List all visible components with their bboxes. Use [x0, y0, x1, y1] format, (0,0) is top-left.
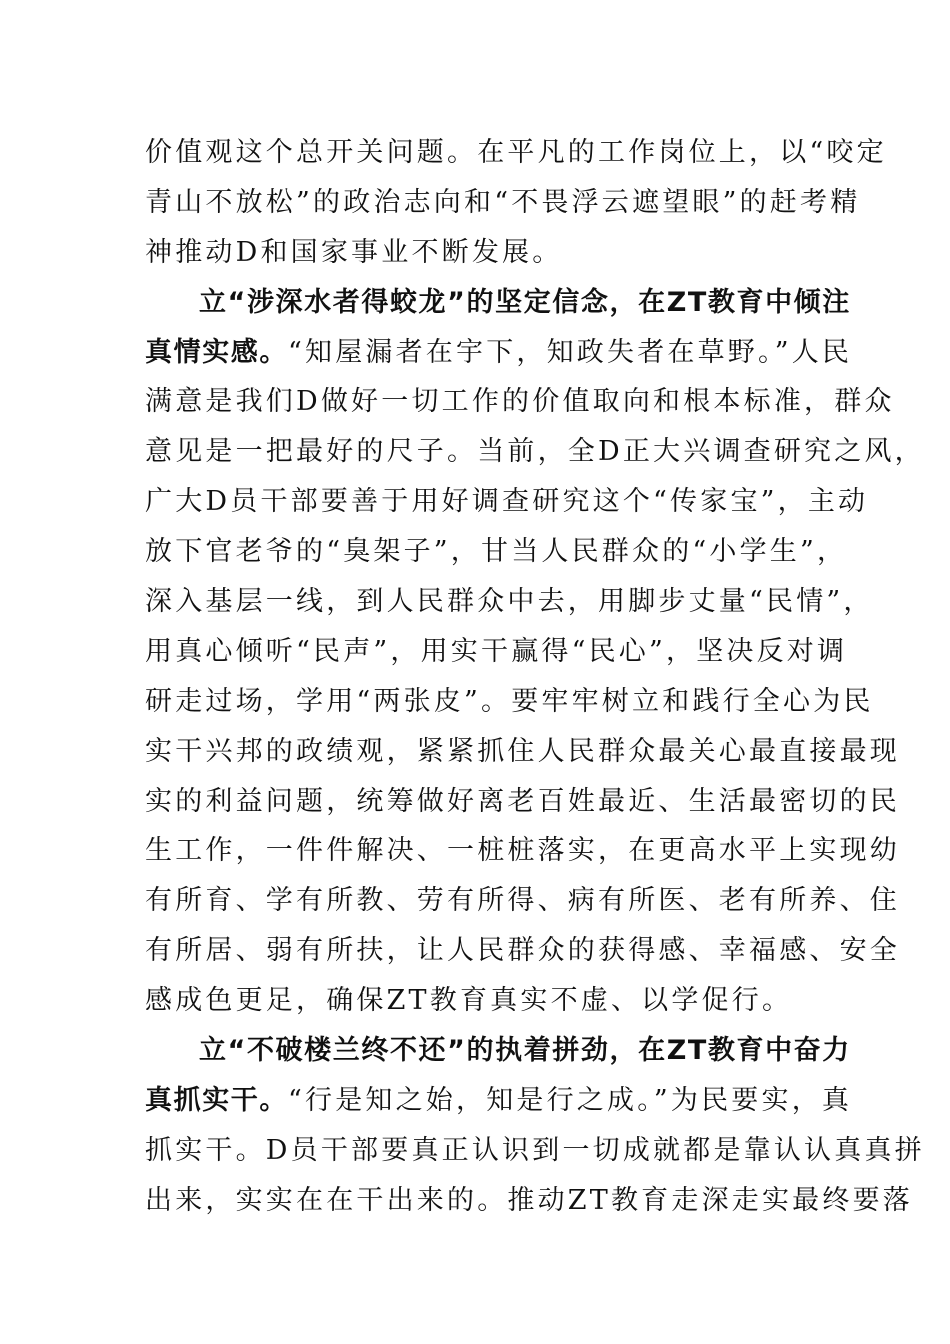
text-line — [145, 727, 900, 777]
body-text: 神推动D和国家事业不断发展。 — [145, 236, 563, 268]
text-line — [145, 677, 874, 727]
heading-text: 真情实感。 — [145, 336, 288, 368]
text-line — [145, 1076, 853, 1126]
document-body — [145, 128, 925, 1226]
body-text: “知屋漏者在宇下，知政失者在草野。”人民 — [288, 336, 853, 368]
heading-text: 真抓实干。 — [145, 1084, 288, 1116]
body-text: 生工作，一件件解决、一桩桩落实，在更高水平上实现幼 — [145, 835, 900, 867]
heading-text: 立“涉深水者得蛟龙”的坚定信念，在ZT教育中倾注 — [199, 286, 851, 318]
body-text: 出来，实实在在干出来的。推动ZT教育走深走实最终要落 — [145, 1184, 913, 1216]
text-line — [145, 1126, 925, 1176]
body-text: 用真心倾听“民声”，用实干赢得“民心”，坚决反对调 — [145, 635, 848, 667]
body-text: 有所育、学有所教、劳有所得、病有所医、老有所养、住 — [145, 885, 900, 917]
body-text: “行是知之始，知是行之成。”为民要实，真 — [288, 1084, 853, 1116]
body-text: 价值观这个总开关问题。在平凡的工作岗位上，以“咬定 — [145, 137, 887, 168]
text-line — [145, 876, 900, 926]
text-line — [145, 826, 900, 876]
body-text: 感成色更足，确保ZT教育真实不虚、以学促行。 — [145, 985, 793, 1017]
text-line — [145, 377, 895, 427]
text-line — [145, 1026, 851, 1076]
body-text: 广大D员干部要善于用好调查研究这个“传家宝”，主动 — [145, 486, 869, 518]
text-line — [145, 1176, 913, 1226]
body-text: 意见是一把最好的尺子。当前，全D正大兴调查研究之风， — [145, 436, 925, 468]
body-text: 有所居、弱有所扶，让人民群众的获得感、幸福感、安全 — [145, 935, 900, 967]
text-line — [145, 228, 825, 278]
body-text: 研走过场，学用“两张皮”。要牢牢树立和践行全心为民 — [145, 685, 874, 717]
body-text: 实干兴邦的政绩观，紧紧抓住人民群众最关心最直接最现 — [145, 735, 900, 767]
body-text: 青山不放松”的政治志向和“不畏浮云遮望眼”的赶考精 — [145, 186, 861, 218]
body-text: 抓实干。D员干部要真正认识到一切成就都是靠认认真真拼 — [145, 1134, 925, 1166]
text-line — [145, 976, 825, 1026]
body-text: 深入基层一线，到人民群众中去，用脚步丈量“民情”， — [145, 586, 874, 618]
text-line — [145, 926, 900, 976]
text-line — [145, 577, 874, 627]
text-line — [145, 777, 900, 827]
text-line — [145, 627, 848, 677]
text-line — [145, 128, 887, 178]
text-line — [145, 427, 925, 477]
body-text: 实的利益问题，统筹做好离老百姓最近、生活最密切的民 — [145, 785, 900, 817]
text-line — [145, 178, 861, 228]
body-text: 放下官老爷的“臭架子”，甘当人民群众的“小学生”， — [145, 536, 848, 568]
heading-text: 立“不破楼兰终不还”的执着拼劲，在ZT教育中奋力 — [199, 1035, 851, 1067]
text-line — [145, 477, 869, 527]
text-line — [145, 527, 848, 577]
text-line — [145, 278, 851, 328]
body-text: 满意是我们D做好一切工作的价值取向和根本标准，群众 — [145, 386, 895, 418]
text-line — [145, 328, 853, 378]
